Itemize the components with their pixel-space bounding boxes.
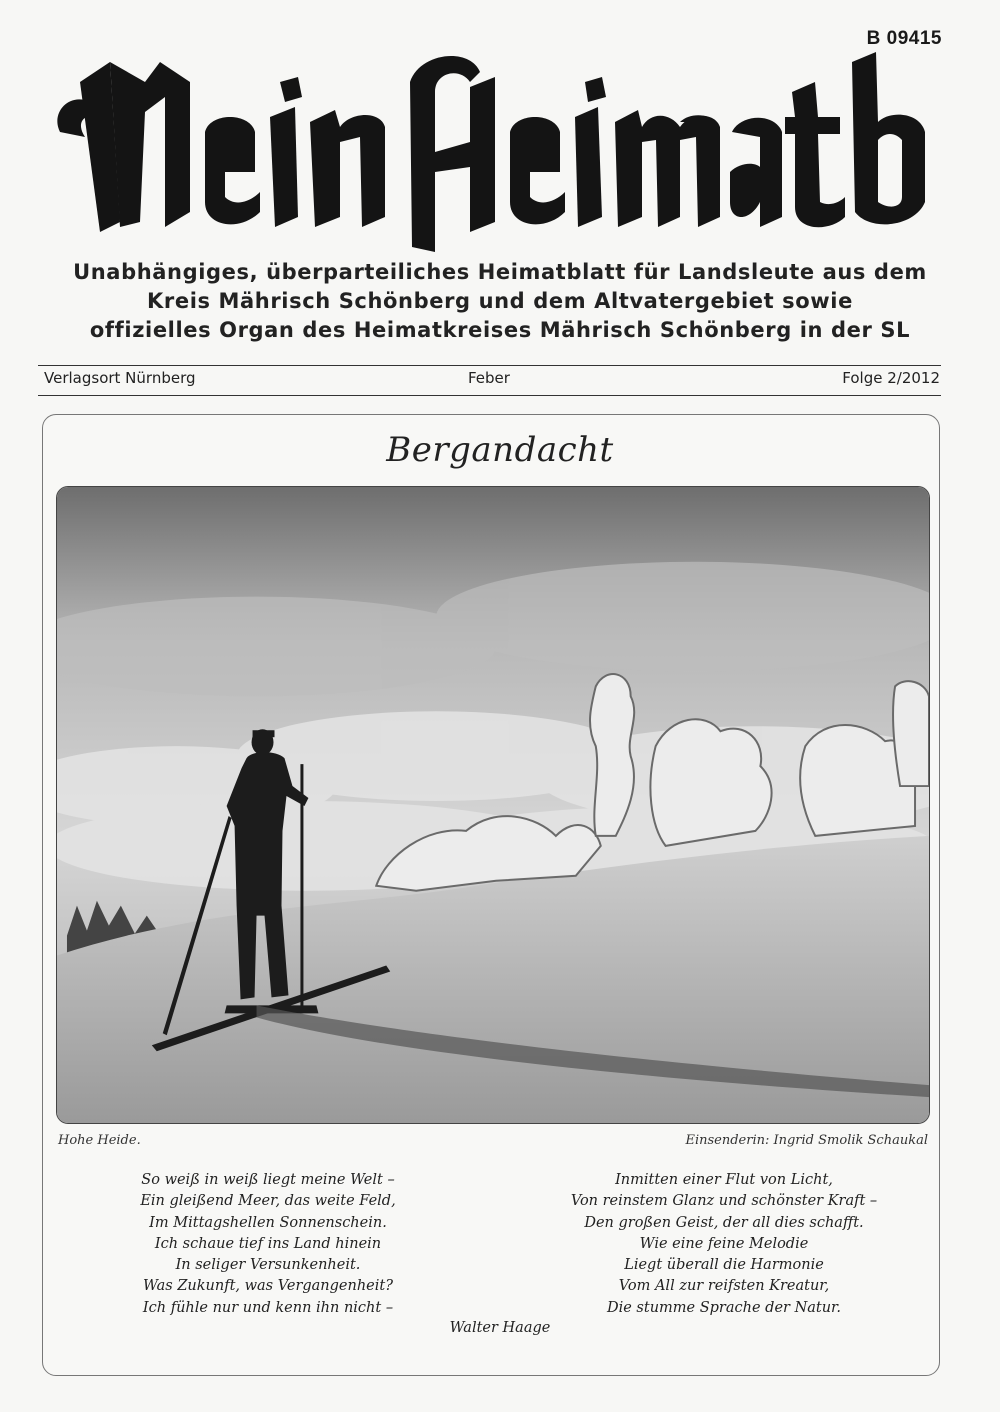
poem-line: Liegt überall die Harmonie [624,1257,824,1274]
poem-line: Den großen Geist, der all dies schafft. [584,1214,864,1231]
divider [38,365,941,366]
poem-stanza-left [68,1170,468,1319]
photo-credit: Einsenderin: Ingrid Smolik Schaukal [685,1133,928,1148]
poem-author: Walter Haage [449,1320,551,1336]
issue-month: Feber [468,369,510,387]
issue-number: Folge 2/2012 [842,369,940,387]
poem-line: Ein gleißend Meer, das weite Feld, [140,1193,396,1210]
issue-info-line [44,369,940,391]
masthead-subtitle [40,258,960,345]
poem-line: Ich fühle nur und kenn ihn nicht – [142,1299,394,1316]
photo-caption: Hohe Heide. [58,1133,141,1148]
subtitle-line: offizielles Organ des Heimatkreises Mährisch Schönberg in der SL [89,318,911,342]
poem-line: In seliger Versunkenheit. [175,1257,361,1274]
publication-place: Verlagsort Nürnberg [44,369,196,387]
poem-line: Von reinstem Glanz und schönster Kraft – [570,1193,878,1210]
poem-line: Die stumme Sprache der Natur. [606,1299,842,1316]
poem-line: Wie eine feine Melodie [639,1235,809,1252]
poem-stanza-right [524,1170,924,1319]
poem-line: Ich schaue tief ins Land hinein [154,1235,382,1252]
poem-line: Was Zukunft, was Vergangenheit? [142,1278,393,1295]
subtitle-line: Unabhängiges, überparteiliches Heimatblatt für Landsleute aus dem [73,260,927,284]
issue-code: B 09415 [866,28,942,49]
skier-landscape-photo [57,487,929,1123]
feature-title: Bergandacht [386,430,614,470]
poem-line: Im Mittagshellen Sonnenschein. [149,1214,387,1231]
poem-line: Inmitten einer Flut von Licht, [615,1172,833,1188]
poem-line: So weiß in weiß liegt meine Welt – [141,1172,395,1188]
masthead-blackletter [40,22,945,252]
feature-photo [56,486,930,1124]
subtitle-line: Kreis Mährisch Schönberg und dem Altvatergebiet sowie [147,289,853,313]
poem-line: Vom All zur reifsten Kreatur, [618,1278,830,1295]
masthead-logo [40,22,945,252]
divider [38,395,941,396]
